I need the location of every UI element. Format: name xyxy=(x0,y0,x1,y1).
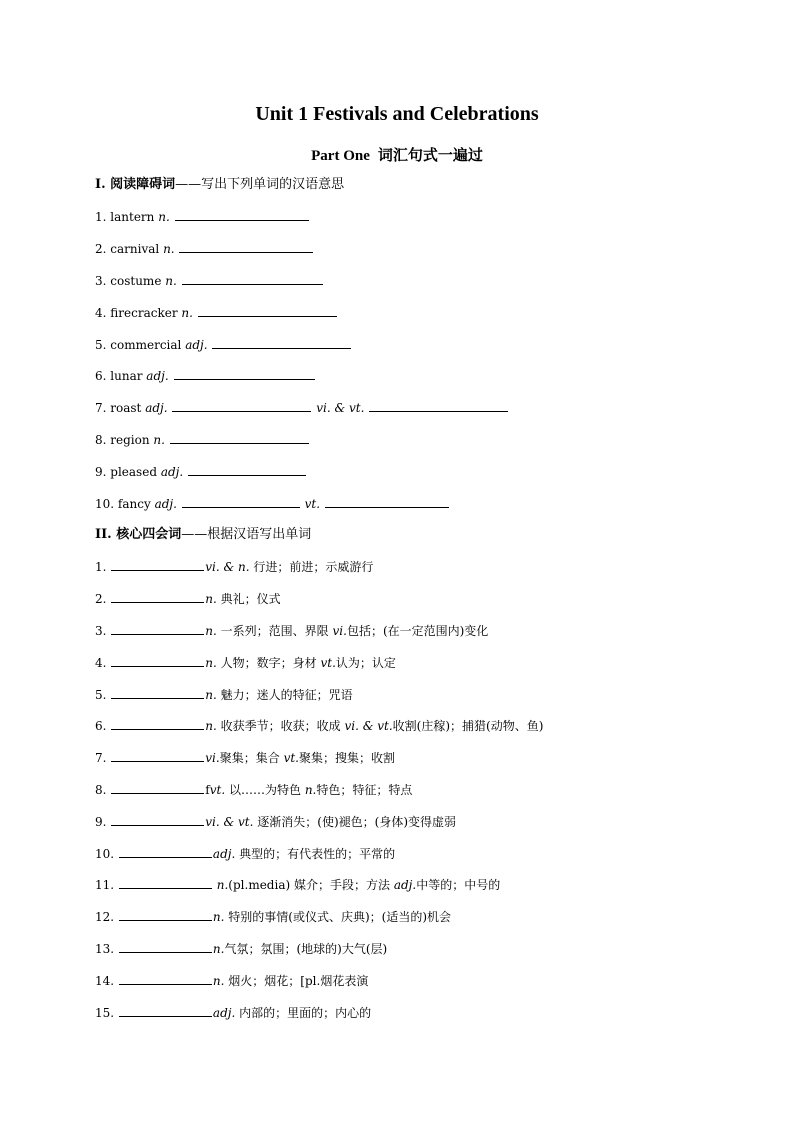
vocab2-item xyxy=(95,589,281,608)
item-number: 3. xyxy=(95,624,107,638)
item-number: 4. xyxy=(95,306,107,320)
item-pos-2: vi. & vt. xyxy=(316,401,365,415)
item-meaning: 典礼；仪式 xyxy=(220,592,281,606)
answer-blank[interactable] xyxy=(170,430,309,444)
vocab1-item xyxy=(95,303,338,322)
item-pos: n. xyxy=(205,592,217,606)
answer-blank[interactable] xyxy=(111,557,204,571)
item-pos: n. xyxy=(165,274,177,288)
item-number: 6. xyxy=(95,719,107,733)
item-number: 1. xyxy=(95,210,107,224)
item-word: lunar xyxy=(110,369,143,383)
vocab1-item xyxy=(95,398,509,417)
item-pos: n. xyxy=(181,306,193,320)
section-2-heading xyxy=(95,526,311,544)
answer-blank[interactable] xyxy=(111,589,204,603)
section-2-instruction: ——根据汉语写出单词 xyxy=(181,527,312,542)
item-number: 13. xyxy=(95,942,115,956)
vocab2-item xyxy=(95,844,395,863)
vocab2-item xyxy=(95,621,488,640)
vocab1-item xyxy=(95,430,310,449)
vocab1-item xyxy=(95,335,352,354)
section-1-title: I. 阅读障碍词 xyxy=(95,177,176,192)
vocab2-item xyxy=(95,971,368,990)
answer-blank[interactable] xyxy=(119,939,212,953)
item-pos-2: vt. xyxy=(320,656,336,670)
vocab2-item xyxy=(95,716,543,735)
item-meaning: 行进；前进；示威游行 xyxy=(253,560,374,574)
item-number: 10. xyxy=(95,497,115,511)
item-meaning: 收获季节；收获；收成 xyxy=(220,719,341,733)
item-meaning-2: 认为；认定 xyxy=(335,656,396,670)
item-number: 12. xyxy=(95,910,115,924)
item-pos: adj. xyxy=(160,465,184,479)
answer-blank[interactable] xyxy=(111,812,204,826)
section-2-title: II. 核心四会词 xyxy=(95,527,182,542)
item-meaning-2: 特色；特征；特点 xyxy=(316,783,413,797)
item-pos-2: adj. xyxy=(393,878,417,892)
answer-blank[interactable] xyxy=(175,207,309,221)
vocab2-item xyxy=(95,875,500,894)
item-pos: vi. & n. xyxy=(205,560,250,574)
item-number: 7. xyxy=(95,401,107,415)
item-pos-2: vt. xyxy=(283,751,299,765)
item-pos: n. xyxy=(158,210,170,224)
item-meaning: 典型的；有代表性的；平常的 xyxy=(239,847,396,861)
vocab2-item xyxy=(95,780,412,799)
answer-blank[interactable] xyxy=(182,494,300,508)
item-meaning: 聚集；集合 xyxy=(219,751,280,765)
item-meaning: 以……为特色 xyxy=(228,783,301,797)
item-word: pleased xyxy=(110,465,157,479)
item-meaning-2: 中等的；中号的 xyxy=(416,878,501,892)
item-pos: n. xyxy=(163,242,175,256)
item-number: 6. xyxy=(95,369,107,383)
item-pos: adj. xyxy=(146,369,169,383)
item-pos: vt. xyxy=(209,783,226,797)
item-number: 2. xyxy=(95,242,107,256)
vocab2-item xyxy=(95,1003,371,1022)
answer-blank[interactable] xyxy=(198,303,337,317)
item-pos: vi. & vt. xyxy=(205,815,254,829)
answer-blank[interactable] xyxy=(119,907,212,921)
answer-blank[interactable] xyxy=(182,271,323,285)
subtitle-part: Part One xyxy=(311,148,370,164)
item-pos: n. xyxy=(216,878,229,892)
answer-blank[interactable] xyxy=(174,366,315,380)
answer-blank[interactable] xyxy=(111,653,204,667)
answer-blank[interactable] xyxy=(111,748,204,762)
item-meaning: 逐渐消失；(使)褪色；(身体)变得虚弱 xyxy=(257,815,457,829)
item-number: 9. xyxy=(95,465,107,479)
item-pos-2: vt. xyxy=(304,497,321,511)
item-meaning: 气氛；氛围；(地球的)大气(层) xyxy=(224,942,388,956)
vocab2-item xyxy=(95,653,396,672)
vocab2-item xyxy=(95,685,353,704)
answer-blank[interactable] xyxy=(111,716,204,730)
item-number: 15. xyxy=(95,1006,115,1020)
item-number: 5. xyxy=(95,688,107,702)
item-pos: adj. xyxy=(154,497,177,511)
item-meaning-2: 收割(庄稼)；捕猎(动物、鱼) xyxy=(392,719,544,733)
answer-blank[interactable] xyxy=(119,971,212,985)
item-word: costume xyxy=(110,274,162,288)
item-pos: n. xyxy=(205,624,217,638)
section-1-heading xyxy=(95,176,344,194)
item-pos-2: n. xyxy=(304,783,317,797)
item-pos: adj. xyxy=(145,401,168,415)
vocab1-item xyxy=(95,239,314,258)
item-number: 3. xyxy=(95,274,107,288)
item-meaning: 人物；数字；身材 xyxy=(220,656,317,670)
vocab1-item xyxy=(95,207,310,226)
answer-blank[interactable] xyxy=(119,1003,212,1017)
answer-blank[interactable] xyxy=(111,621,204,635)
answer-blank[interactable] xyxy=(119,875,212,889)
answer-blank-2[interactable] xyxy=(369,398,508,412)
answer-blank[interactable] xyxy=(212,335,351,349)
vocab2-item xyxy=(95,557,373,576)
page-title: Unit 1 Festivals and Celebrations xyxy=(255,103,539,125)
vocab1-item xyxy=(95,366,316,385)
item-pos: adj. xyxy=(212,1006,236,1020)
item-number: 1. xyxy=(95,560,107,574)
item-word: region xyxy=(110,433,150,447)
item-word: fancy xyxy=(117,497,151,511)
item-meaning: 烟火；烟花；[pl.烟花表演 xyxy=(228,974,369,988)
item-pos: adj. xyxy=(212,847,236,861)
vocab1-item xyxy=(95,462,307,481)
answer-blank-2[interactable] xyxy=(325,494,449,508)
answer-blank[interactable] xyxy=(119,844,212,858)
item-pos: n. xyxy=(205,688,217,702)
item-number: 10. xyxy=(95,847,115,861)
vocab2-item xyxy=(95,812,456,831)
answer-blank[interactable] xyxy=(179,239,313,253)
item-meaning-2: 包括；(在一定范围内)变化 xyxy=(346,624,489,638)
vocab2-item xyxy=(95,907,451,926)
answer-blank[interactable] xyxy=(111,780,204,794)
item-meaning: 媒介；手段；方法 xyxy=(293,878,390,892)
item-word: commercial xyxy=(110,338,182,352)
item-pos: n. xyxy=(153,433,165,447)
item-number: 2. xyxy=(95,592,107,606)
vocab2-item xyxy=(95,939,387,958)
subtitle-cn: 词汇句式一遍过 xyxy=(377,148,483,164)
item-pos: n. xyxy=(205,719,217,733)
item-pos: n. xyxy=(212,910,225,924)
item-prefix: f xyxy=(205,783,210,797)
item-number: 4. xyxy=(95,656,107,670)
item-pos-2: vi. & vt. xyxy=(344,719,393,733)
vocab1-item xyxy=(95,271,324,290)
item-number: 9. xyxy=(95,815,107,829)
item-pos: vi. xyxy=(205,751,220,765)
item-number: 11. xyxy=(95,878,115,892)
answer-blank[interactable] xyxy=(188,462,306,476)
item-number: 8. xyxy=(95,783,107,797)
item-meaning: 内部的；里面的；内心的 xyxy=(239,1006,372,1020)
page-subtitle xyxy=(0,144,794,165)
item-pos: n. xyxy=(212,974,225,988)
vocab2-item xyxy=(95,748,395,767)
item-number: 7. xyxy=(95,751,107,765)
item-pos: n. xyxy=(212,942,225,956)
section-1-instruction: ——写出下列单词的汉语意思 xyxy=(175,177,345,192)
item-meaning: 一系列；范围、界限 xyxy=(220,624,329,638)
item-word: lantern xyxy=(110,210,155,224)
item-pos-2: vi. xyxy=(332,624,347,638)
item-pos: adj. xyxy=(185,338,208,352)
item-number: 5. xyxy=(95,338,107,352)
answer-blank[interactable] xyxy=(172,398,311,412)
item-meaning: 特别的事情(或仪式、庆典)；(适当的)机会 xyxy=(228,910,452,924)
item-number: 8. xyxy=(95,433,107,447)
answer-blank[interactable] xyxy=(111,685,204,699)
item-plural: (pl.media) xyxy=(228,878,291,892)
item-pos: n. xyxy=(205,656,217,670)
item-word: roast xyxy=(110,401,142,415)
item-number: 14. xyxy=(95,974,115,988)
vocab1-item xyxy=(95,494,450,513)
item-meaning: 魅力；迷人的特征；咒语 xyxy=(220,688,353,702)
item-word: carnival xyxy=(110,242,160,256)
item-meaning-2: 聚集；搜集；收割 xyxy=(298,751,395,765)
item-word: firecracker xyxy=(110,306,178,320)
